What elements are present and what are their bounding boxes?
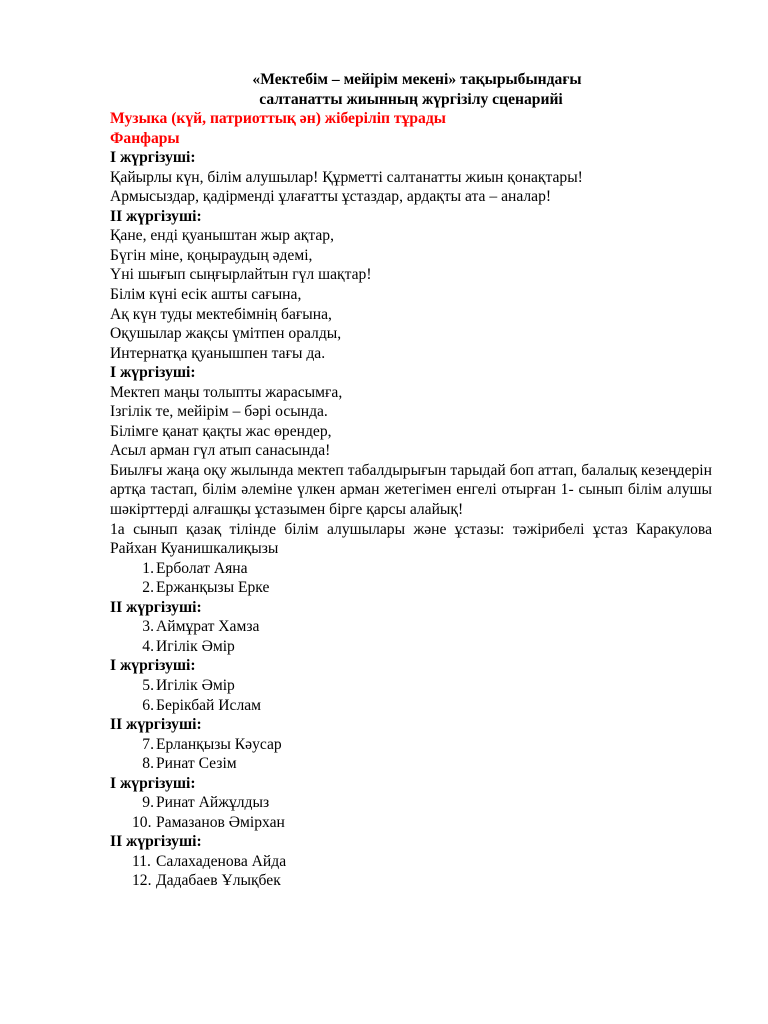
list-item — [110, 852, 712, 872]
speaker-label: ІІ жүргізуші: — [110, 598, 202, 616]
title-line-2: салтанатты жиынның жүргізілу сценарийі — [259, 90, 563, 108]
class-teacher-paragraph: 1а сынып қазақ тілінде білім алушылары және ұстазы: тәжірибелі ұстаз Каракулова Райхан Куанишкалиқызы — [110, 520, 712, 558]
student-name: Игілік Әмір — [156, 637, 235, 655]
poem-line: Интернатқа қуанышпен тағы да. — [110, 344, 326, 362]
student-name: Ерланқызы Кәусар — [156, 735, 282, 753]
list-item — [110, 578, 712, 598]
speaker-label: ІІ жүргізуші: — [110, 833, 202, 851]
list-number: 2. — [142, 579, 154, 597]
student-name: Дадабаев Ұлықбек — [156, 872, 281, 890]
student-name: Берікбай Ислам — [156, 696, 262, 714]
poem-line: Ізгілік те, мейірім – бәрі осында. — [110, 403, 328, 421]
student-name: Рамазанов Әмірхан — [156, 813, 285, 831]
poem-line: Бүгін міне, қоңыраудың әдемі, — [110, 246, 313, 264]
list-item — [110, 754, 712, 774]
list-item — [110, 676, 712, 696]
poem-line: Мектеп маңы толыпты жарасымға, — [110, 383, 343, 401]
student-name: Салахаденова Айда — [156, 852, 287, 870]
student-name: Аймұрат Хамза — [156, 618, 260, 636]
list-number: 4. — [142, 637, 154, 655]
list-number: 3. — [142, 618, 154, 636]
list-number: 7. — [142, 735, 154, 753]
speaker-label: І жүргізуші: — [110, 149, 196, 167]
music-note: Музыка (күй, патриоттық ән) жіберіліп тұрады — [110, 110, 446, 128]
student-name: Ринат Айжұлдыз — [156, 794, 270, 812]
list-number: 12. — [132, 872, 152, 890]
poem-line: Оқушылар жақсы үмітпен оралды, — [110, 325, 342, 343]
speaker-label: І жүргізуші: — [110, 774, 196, 792]
document-body — [110, 70, 712, 891]
poem-line: Ақ күн туды мектебімнің бағына, — [110, 305, 332, 323]
text-line: Армысыздар, қадірменді ұлағатты ұстаздар, ардақты ата – аналар! — [110, 188, 552, 206]
list-number: 5. — [142, 676, 154, 694]
speaker-label: ІІ жүргізуші: — [110, 207, 202, 225]
student-name: Игілік Әмір — [156, 676, 235, 694]
text-line: Қайырлы күн, білім алушылар! Құрметті салтанатты жиын қонақтары! — [110, 168, 583, 186]
student-name: Ринат Сезім — [156, 755, 237, 773]
speaker-label: ІІ жүргізуші: — [110, 716, 202, 734]
list-number: 9. — [142, 794, 154, 812]
list-item — [110, 793, 712, 813]
list-item — [110, 696, 712, 716]
list-item — [110, 735, 712, 755]
poem-line: Білімге қанат қақты жас өрендер, — [110, 422, 332, 440]
list-item — [110, 813, 712, 833]
fanfare-note: Фанфары — [110, 129, 180, 147]
poem-line: Асыл арман гүл атып санасында! — [110, 442, 331, 460]
list-item — [110, 637, 712, 657]
student-name: Ерболат Аяна — [156, 559, 248, 577]
title-line-1: «Мектебім – мейірім мекені» тақырыбындағы — [252, 71, 582, 88]
list-number: 6. — [142, 696, 154, 714]
speaker-label: І жүргізуші: — [110, 364, 196, 382]
list-item — [110, 617, 712, 637]
poem-line: Білім күні есік ашты сағына, — [110, 286, 302, 304]
speaker-label: І жүргізуші: — [110, 657, 196, 675]
student-name: Ержанқызы Ерке — [156, 579, 270, 597]
list-item — [110, 559, 712, 579]
list-number: 10. — [132, 813, 152, 831]
list-item — [110, 871, 712, 891]
welcome-paragraph: Биылғы жаңа оқу жылында мектеп табалдырығын тарыдай боп аттап, балалық кезеңдерін артқа тастап, білім әлеміне үлкен арман жетегімен енгелі отырған 1- сынып білім алушы шәкірттерді алғашқы ұстазымен бірге қарсы алайық! — [110, 461, 712, 519]
list-number: 1. — [142, 559, 154, 577]
list-number: 8. — [142, 755, 154, 773]
poem-line: Қане, енді қуаныштан жыр ақтар, — [110, 227, 334, 245]
list-number: 11. — [132, 852, 151, 870]
poem-line: Үні шығып сыңғырлайтын гүл шақтар! — [110, 266, 372, 284]
